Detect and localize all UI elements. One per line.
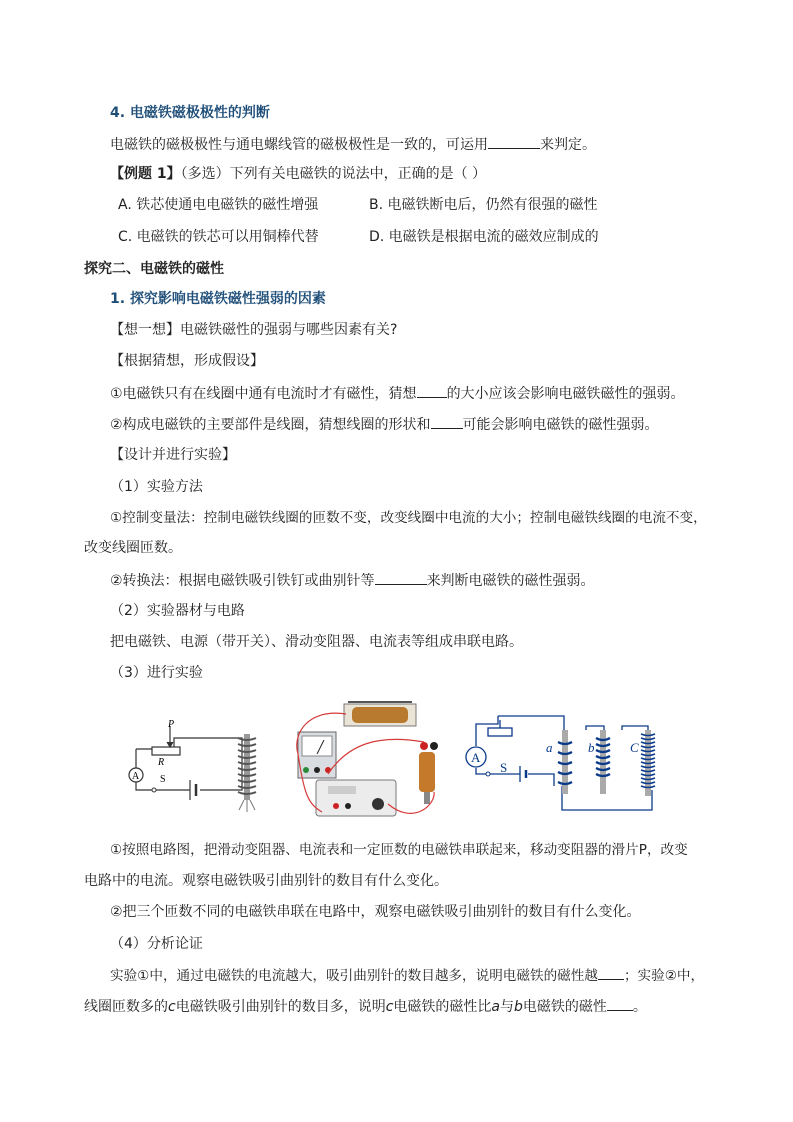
option-a: A. 铁芯使通电电磁铁的磁性增强 (118, 197, 319, 213)
option-b: B. 电磁铁断电后，仍然有很强的磁性 (369, 197, 598, 213)
coil-on-stand-icon (419, 742, 438, 804)
design-title: 【设计并进行实验】 (110, 447, 236, 463)
label-s: S (500, 760, 508, 775)
hypothesis-title: 【根据猜想，形成假设】 (110, 353, 264, 369)
run-step-1-line-2: 电路中的电流。观察电磁铁吸引曲别针的数目有什么变化。 (84, 873, 448, 889)
electromagnet-coil-icon (238, 734, 256, 812)
switch-contact-icon (152, 788, 156, 792)
equipment-text: 把电磁铁、电源（带开关）、滑动变阻器、电流表等组成串联电路。 (110, 634, 523, 650)
example-question: 【例题 1】（多选）下列有关电磁铁的说法中，正确的是（ ） (110, 166, 487, 182)
section-number: 4. (110, 105, 126, 121)
answer-blank (488, 134, 540, 149)
method-1-line-1: ①控制变量法：控制电磁铁线圈的匝数不变，改变线圈中电流的大小；控制电磁铁线圈的电流不变， (110, 510, 707, 526)
coil-b-icon (596, 730, 610, 794)
coil-c-icon (641, 730, 655, 796)
run-step-1-line-1: ①按照电路图，把滑动变阻器、电流表和一定匝数的电磁铁串联起来，移动变阻器的滑片P，改变 (110, 842, 688, 858)
answer-blank (417, 383, 447, 398)
switch-contact-icon (486, 772, 490, 776)
apparatus-photo (288, 694, 446, 830)
rheostat-icon (344, 702, 416, 726)
answer-blank (375, 570, 427, 585)
hypothesis-1: ①电磁铁只有在线圈中通有电流时才有磁性，猜想 的大小应该会影响电磁铁磁性的强弱。 (110, 383, 685, 404)
label-a: a (546, 740, 553, 755)
option-c: C. 电磁铁的铁芯可以用铜棒代替 (118, 229, 319, 245)
conclusion-line-1: 实验①中，通过电磁铁的电流越大，吸引曲别针的数目越多，说明电磁铁的磁性越 ；实验②中， (110, 965, 704, 986)
label-s: S (160, 774, 166, 785)
paragraph-polarity: 电磁铁的磁极极性与通电螺线管的磁极极性是一致的，可运用 来判定。 (110, 134, 596, 155)
circuit-diagram-1 (128, 716, 270, 816)
analysis-title: （4）分析论证 (110, 936, 203, 952)
method-title: （1）实验方法 (110, 479, 203, 495)
option-d: D. 电磁铁是根据电流的磁效应制成的 (369, 229, 599, 245)
run-title: （3）进行实验 (110, 665, 203, 681)
method-2: ②转换法：根据电磁铁吸引铁钉或曲别针等 来判断电磁铁的磁性强弱。 (110, 570, 595, 591)
run-step-2: ②把三个匝数不同的电磁铁串联在电路中，观察电磁铁吸引曲别针的数目有什么变化。 (110, 904, 641, 920)
coil-a-icon (558, 730, 572, 794)
label-c: C (630, 740, 639, 755)
power-supply-icon (316, 780, 396, 816)
answer-blank (431, 414, 463, 429)
circuit-diagram-2 (462, 708, 668, 816)
answer-blank (607, 996, 633, 1011)
label-ammeter: A (471, 750, 481, 765)
label-b: b (588, 740, 595, 755)
section-1-heading: 1. 探究影响电磁铁磁性强弱的因素 (110, 291, 326, 307)
conclusion-line-2: 线圈匝数多的c电磁铁吸引曲别针的数目多，说明c电磁铁的磁性比a与b电磁铁的磁性 。 (84, 996, 647, 1017)
inquiry-2-heading: 探究二、电磁铁的磁性 (84, 261, 224, 277)
equipment-title: （2）实验器材与电路 (110, 603, 245, 619)
section-4-heading (110, 103, 270, 123)
answer-blank (598, 965, 624, 980)
label-ammeter: A (132, 771, 140, 782)
label-r: R (158, 757, 165, 768)
example-tag: 【例题 1】 (110, 166, 181, 182)
think-line: 【想一想】电磁铁磁性的强弱与哪些因素有关? (110, 322, 398, 338)
hypothesis-2: ②构成电磁铁的主要部件是线圈，猜想线圈的形状和 可能会影响电磁铁的磁性强弱。 (110, 414, 659, 435)
section-title: 电磁铁磁极极性的判断 (129, 105, 270, 121)
method-1-line-2: 改变线圈匝数。 (84, 540, 182, 556)
label-p: P (168, 719, 175, 730)
